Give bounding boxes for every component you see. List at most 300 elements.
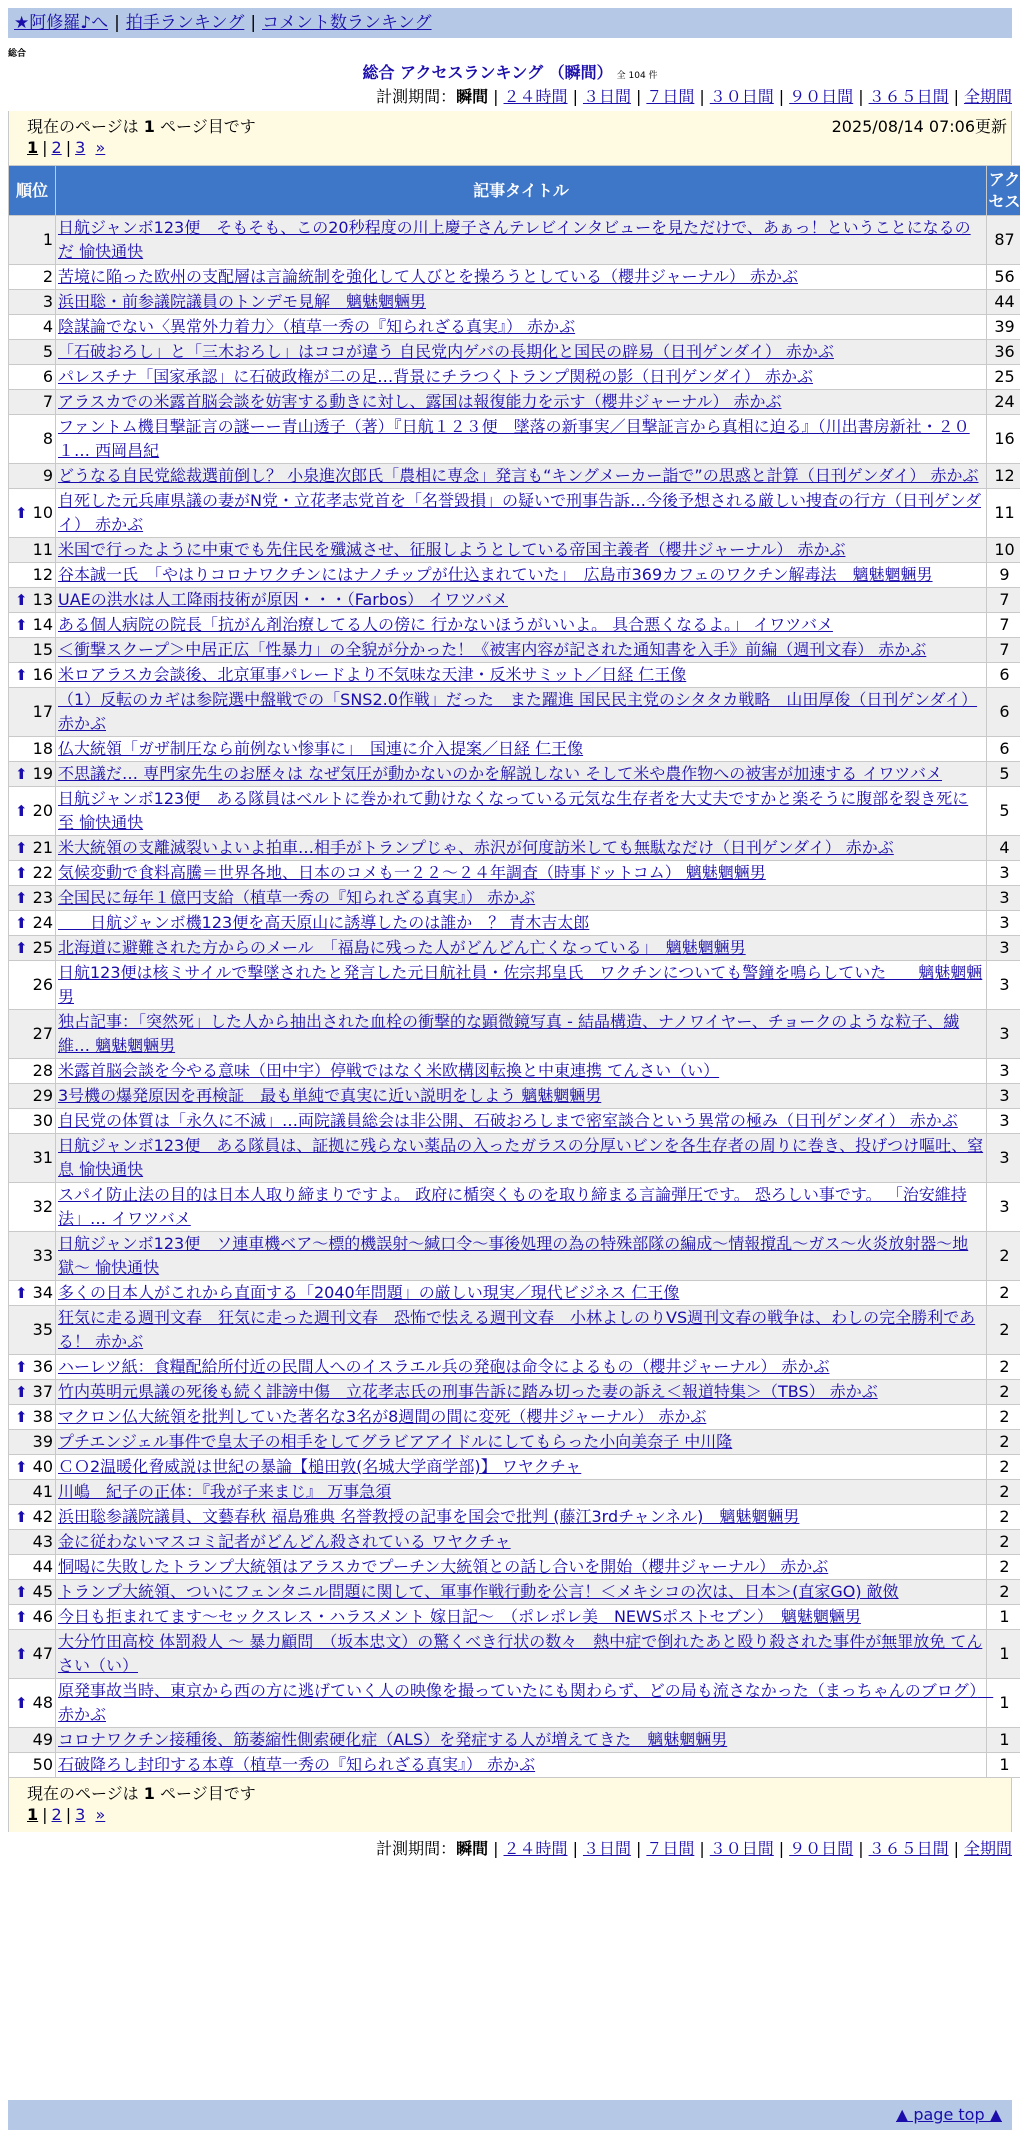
up-arrow-icon: ⬆ [15, 889, 28, 907]
access-count: 39 [987, 315, 1020, 340]
article-link[interactable]: スパイ防止法の目的は日本人取り締まりですよ。 政府に楯突くものを取り締まる言論弾圧です。 恐ろしい事です。 「治安維持法」… イワツバメ [58, 1185, 967, 1228]
rank-number: 29 [32, 1086, 53, 1105]
up-arrow-icon: ⬆ [15, 839, 28, 857]
access-count: 44 [987, 290, 1020, 315]
rank-cell [9, 1679, 56, 1728]
access-count: 2 [987, 1355, 1020, 1380]
rank-cell [9, 464, 56, 489]
up-arrow-icon: ⬆ [15, 1508, 28, 1526]
article-link[interactable]: ＜衝撃スクープ＞中居正広「性暴力」の全貌が分かった！《被害内容が記された通知書を入手》前編（週刊文春） 赤かぶ [58, 640, 927, 659]
table-row [9, 216, 1020, 265]
updated-time: 2025/08/14 07:06更新 [831, 117, 1007, 136]
period-link-7d[interactable]: ７日間 [646, 1839, 695, 1858]
up-arrow-icon: ⬆ [15, 1383, 28, 1401]
access-count: 2 [987, 1505, 1020, 1530]
table-row [9, 489, 1020, 538]
rank-number: 18 [32, 739, 53, 758]
period-label: 計測期間： [376, 87, 457, 106]
rank-cell [9, 1753, 56, 1778]
rank-cell [9, 1505, 56, 1530]
table-row [9, 737, 1020, 762]
rank-number: 24 [32, 913, 53, 932]
article-link[interactable]: ファントム機目撃証言の謎ーー青山透子（著）『日航１２３便 墜落の新事実／目撃証言から真相に迫る』（川出書房新社・２０１… 西岡昌紀 [58, 417, 970, 460]
rank-number: 20 [32, 801, 53, 820]
rank-cell [9, 762, 56, 787]
rank-number: 7 [42, 392, 53, 411]
article-link[interactable]: 不思議だ… 専門家先生のお歴々は なぜ気圧が動かないのかを解説しない そして米や農作物への被害が加速する イワツバメ [58, 764, 943, 783]
rank-cell [9, 1281, 56, 1306]
access-count: 56 [987, 265, 1020, 290]
title-cell [56, 489, 987, 538]
rank-number: 19 [32, 764, 53, 783]
period-link-30d[interactable]: ３０日間 [709, 1839, 774, 1858]
title-cell [56, 265, 987, 290]
article-link[interactable]: 今日も拒まれてます～セックスレス・ハラスメント 嫁日記～ （ポレポレ美 NEWSポストセブン） 魑魅魍魎男 [58, 1607, 861, 1626]
article-link[interactable]: アラスカでの米露首脳会談を妨害する動きに対し、露国は報復能力を示す（櫻井ジャーナル） 赤かぶ [58, 392, 782, 411]
rank-number: 22 [32, 863, 53, 882]
rank-cell [9, 836, 56, 861]
up-arrow-icon: ⬆ [15, 802, 28, 820]
rank-number: 47 [32, 1644, 53, 1663]
title-cell [56, 538, 987, 563]
table-row [9, 1134, 1020, 1183]
rank-number: 48 [32, 1693, 53, 1712]
rank-cell [9, 961, 56, 1010]
rank-cell [9, 415, 56, 464]
title-cell [56, 936, 987, 961]
rank-number: 5 [42, 342, 53, 361]
rank-number: 46 [32, 1607, 53, 1626]
access-count: 2 [987, 1232, 1020, 1281]
rank-cell [9, 489, 56, 538]
title-cell [56, 1753, 987, 1778]
access-count: 1 [987, 1728, 1020, 1753]
title-cell [56, 340, 987, 365]
title-cell [56, 415, 987, 464]
article-link[interactable]: コロナワクチン接種後、筋萎縮性側索硬化症（ALS）を発症する人が増えてきた 魑魅魍魎男 [58, 1730, 728, 1749]
article-link[interactable]: 陰謀論でない〈異常外力着力〉（植草一秀の『知られざる真実』） 赤かぶ [58, 317, 576, 336]
access-count: 2 [987, 1530, 1020, 1555]
rank-number: 33 [32, 1246, 53, 1265]
table-header [9, 166, 1020, 216]
article-link[interactable]: ＣＯ2温暖化脅威説は世紀の暴論【槌田敦(名城大学商学部)】 ワヤクチャ [58, 1457, 582, 1476]
page-current: 1 [27, 138, 39, 157]
article-link[interactable]: 狂気に走る週刊文春 狂気に走った週刊文春 恐怖で怯える週刊文春 小林よしのりVS週刊文春の戦争は、わしの完全勝利である！ 赤かぶ [58, 1308, 976, 1351]
period-link-all[interactable]: 全期間 [963, 87, 1012, 106]
title-cell [56, 563, 987, 588]
table-row [9, 1084, 1020, 1109]
table-row [9, 1605, 1020, 1630]
table-row [9, 836, 1020, 861]
title-cell [56, 688, 987, 737]
period-link-90d[interactable]: ９０日間 [789, 87, 854, 106]
rank-number: 28 [32, 1061, 53, 1080]
article-link[interactable]: 日航ジャンボ123便 ソ連車機ベア～標的機誤射～緘口令～事後処理の為の特殊部隊の編成～情報撹乱～ガス～火炎放射器～地獄～ 愉快通快 [58, 1234, 969, 1277]
up-arrow-icon: ⬆ [15, 616, 28, 634]
rank-cell [9, 1109, 56, 1134]
access-count: 4 [987, 836, 1020, 861]
ranking-table [8, 165, 1020, 1778]
title-cell [56, 1630, 987, 1679]
page-top-link[interactable]: ▲ page top ▲ [895, 2105, 1002, 2124]
rank-cell [9, 1430, 56, 1455]
period-link-3d[interactable]: ３日間 [582, 1839, 631, 1858]
title-cell [56, 216, 987, 265]
top-nav [8, 8, 1012, 38]
title-cell [56, 1059, 987, 1084]
table-row [9, 538, 1020, 563]
rank-cell [9, 613, 56, 638]
period-link-all[interactable]: 全期間 [963, 1839, 1012, 1858]
title-cell [56, 1306, 987, 1355]
rank-cell [9, 1555, 56, 1580]
article-link[interactable]: プチエンジェル事件で皇太子の相手をしてグラビアアイドルにしてもらった小向美奈子 中川隆 [58, 1432, 733, 1451]
article-link[interactable]: 気候変動で食料高騰＝世界各地、日本のコメも一２２～２４年調査（時事ドットコム） 魑魅魍魎男 [58, 863, 766, 882]
breadcrumb: 総合 [8, 49, 27, 59]
rank-cell [9, 265, 56, 290]
table-row [9, 1232, 1020, 1281]
page-link-3[interactable]: 3 [75, 138, 86, 157]
article-link[interactable]: 日航ジャンボ123便 ある隊員は、証拠に残らない薬品の入ったガラスの分厚いビンを各生存者の周りに巻き、投げつけ嘔吐、窒息 愉快通快 [58, 1136, 984, 1179]
nav-link-asyura[interactable]: ★阿修羅♪へ [14, 13, 109, 33]
table-row [9, 1109, 1020, 1134]
rank-cell [9, 290, 56, 315]
table-row [9, 1380, 1020, 1405]
title-cell [56, 1505, 987, 1530]
title-cell [56, 1728, 987, 1753]
table-row [9, 1059, 1020, 1084]
article-link[interactable]: 恫喝に失敗したトランプ大統領はアラスカでプーチン大統領との話し合いを開始（櫻井ジャーナル） 赤かぶ [58, 1557, 829, 1576]
up-arrow-icon: ⬆ [15, 1408, 28, 1426]
access-count: 6 [987, 737, 1020, 762]
title-cell [56, 787, 987, 836]
article-link[interactable]: 日航123便は核ミサイルで撃墜されたと発言した元日航社員・佐宗邦皇氏 ワクチンについても警鐘を鳴らしていた 魑魅魍魎男 [58, 963, 983, 1006]
rank-number: 26 [32, 975, 53, 994]
article-link[interactable]: 谷本誠一氏 「やはりコロナワクチンにはナノチップが仕込まれていた」 広島市369カフェのワクチン解毒法 魑魅魍魎男 [58, 565, 933, 584]
access-count: 3 [987, 1183, 1020, 1232]
access-count: 1 [987, 1753, 1020, 1778]
period-link-24h[interactable]: ２４時間 [503, 1839, 568, 1858]
article-link[interactable]: ハーレツ紙：食糧配給所付近の民間人へのイスラエル兵の発砲は命令によるもの（櫻井ジャーナル） 赤かぶ [58, 1357, 830, 1376]
article-link[interactable]: 竹内英明元県議の死後も続く誹謗中傷 立花孝志氏の刑事告訴に踏み切った妻の訴え＜報道特集＞（TBS） 赤かぶ [58, 1382, 878, 1401]
access-count: 6 [987, 663, 1020, 688]
nav-separator: | [114, 13, 120, 33]
page-link-3[interactable]: 3 [75, 1805, 86, 1824]
article-link[interactable]: 苦境に陥った欧州の支配層は言論統制を強化して人びとを操ろうとしている（櫻井ジャーナル） 赤かぶ [58, 267, 798, 286]
page-info-top [8, 111, 1012, 165]
table-row [9, 1455, 1020, 1480]
page-link-2[interactable]: 2 [51, 1805, 62, 1824]
period-current: 瞬間 [456, 1839, 489, 1858]
title-cell [56, 1405, 987, 1430]
title-cell [56, 1430, 987, 1455]
rank-number: 3 [42, 292, 53, 311]
title-cell [56, 315, 987, 340]
rank-cell [9, 936, 56, 961]
article-link[interactable]: 石破降ろし封印する本尊（植草一秀の『知られざる真実』） 赤かぶ [58, 1755, 536, 1774]
rank-cell [9, 563, 56, 588]
title-cell [56, 390, 987, 415]
table-row [9, 340, 1020, 365]
page-title [0, 62, 1020, 87]
title-cell [56, 1109, 987, 1134]
access-count: 2 [987, 1405, 1020, 1430]
article-link[interactable]: （1）反転のカギは参院選中盤戦での「SNS2.0作戦」だった また躍進 国民民主党のシタタカ戦略 山田厚俊（日刊ゲンダイ） 赤かぶ [58, 690, 978, 733]
article-link[interactable]: 3号機の爆発原因を再検証 最も単純で真実に近い説明をしよう 魑魅魍魎男 [58, 1086, 602, 1105]
access-count: 3 [987, 911, 1020, 936]
rank-cell [9, 1405, 56, 1430]
access-count: 3 [987, 1134, 1020, 1183]
period-link-365d[interactable]: ３６５日間 [868, 87, 949, 106]
access-count: 11 [987, 489, 1020, 538]
rank-number: 8 [42, 429, 53, 448]
article-link[interactable]: 独占記事：「突然死」した人から抽出された血栓の衝撃的な顕微鏡写真 - 結晶構造、ナノワイヤー、チョークのような粒子、繊維… 魑魅魍魎男 [58, 1012, 960, 1055]
table-row [9, 1355, 1020, 1380]
rank-cell [9, 861, 56, 886]
article-link[interactable]: 米露首脳会談を今やる意味（田中宇）停戦ではなく米欧構図転換と中東連携 てんさい（い） [58, 1061, 720, 1080]
table-row [9, 861, 1020, 886]
table-row [9, 613, 1020, 638]
period-link-7d[interactable]: ７日間 [646, 87, 695, 106]
article-link[interactable]: 仏大統領「ガザ制圧なら前例ない惨事に」 国連に介入提案／日経 仁王像 [58, 739, 584, 758]
table-row [9, 1630, 1020, 1679]
rank-cell [9, 216, 56, 265]
page-link-2[interactable]: 2 [51, 138, 62, 157]
title-cell [56, 1480, 987, 1505]
title-cell [56, 1605, 987, 1630]
rank-cell [9, 1183, 56, 1232]
title-cell [56, 1530, 987, 1555]
article-link[interactable]: 自死した元兵庫県議の妻がN党・立花孝志党首を「名誉毀損」の疑いで刑事告訴…今後予想される厳しい捜査の行方（日刊ゲンダイ） 赤かぶ [58, 491, 982, 534]
access-count: 9 [987, 563, 1020, 588]
current-page-status: 現在のページは 1 ページ目です [27, 117, 256, 136]
rank-number: 50 [32, 1755, 53, 1774]
article-link[interactable]: 米国で行ったように中東でも先住民を殲滅させ、征服しようとしている帝国主義者（櫻井ジャーナル） 赤かぶ [58, 540, 846, 559]
access-count: 6 [987, 688, 1020, 737]
access-count: 2 [987, 1430, 1020, 1455]
period-current: 瞬間 [456, 87, 489, 106]
page-info-bottom [8, 1778, 1012, 1832]
rank-cell [9, 1010, 56, 1059]
table-row [9, 1430, 1020, 1455]
page-next[interactable]: » [95, 1805, 106, 1824]
col-access: アクセス [987, 166, 1020, 216]
article-link[interactable]: 浜田聡・前参議院議員のトンデモ見解 魑魅魍魎男 [58, 292, 427, 311]
up-arrow-icon: ⬆ [15, 1458, 28, 1476]
table-row [9, 1679, 1020, 1728]
access-count: 3 [987, 861, 1020, 886]
page-title-text: 総合 アクセスランキング （瞬間） [362, 63, 613, 82]
access-count: 7 [987, 638, 1020, 663]
table-row [9, 1728, 1020, 1753]
rank-cell [9, 1380, 56, 1405]
current-page-status-bottom: 現在のページは 1 ページ目です [27, 1784, 256, 1803]
pagination-bottom: 1 | 2 | 3 » [27, 1805, 106, 1824]
up-arrow-icon: ⬆ [15, 914, 28, 932]
up-arrow-icon: ⬆ [15, 1583, 28, 1601]
rank-number: 37 [32, 1382, 53, 1401]
article-link[interactable]: パレスチナ「国家承認」に石破政権が二の足…背景にチラつくトランプ関税の影（日刊ゲンダイ） 赤かぶ [58, 367, 814, 386]
article-link[interactable]: どうなる自民党総裁選前倒し？ 小泉進次郎氏「農相に専念」発言も“キングメーカー詣で”の思惑と計算（日刊ゲンダイ） 赤かぶ [58, 466, 979, 485]
up-arrow-icon: ⬆ [15, 1358, 28, 1376]
table-row [9, 563, 1020, 588]
rank-number: 43 [32, 1532, 53, 1551]
rank-number: 23 [32, 888, 53, 907]
up-arrow-icon: ⬆ [15, 1608, 28, 1626]
title-cell [56, 365, 987, 390]
article-link[interactable]: 多くの日本人がこれから直面する「2040年問題」の厳しい現実／現代ビジネス 仁王像 [58, 1283, 680, 1302]
title-cell [56, 638, 987, 663]
access-count: 87 [987, 216, 1020, 265]
access-count: 24 [987, 390, 1020, 415]
article-link[interactable]: 浜田聡参議院議員、文藝春秋 福島雅典 名誉教授の記事を国会で批判 (藤江3rdチャンネル) 魑魅魍魎男 [58, 1507, 800, 1526]
period-link-24h[interactable]: ２４時間 [503, 87, 568, 106]
access-count: 10 [987, 538, 1020, 563]
access-count: 2 [987, 1306, 1020, 1355]
rank-cell [9, 1306, 56, 1355]
up-arrow-icon: ⬆ [15, 1645, 28, 1663]
rank-cell [9, 588, 56, 613]
access-count: 12 [987, 464, 1020, 489]
title-cell [56, 1555, 987, 1580]
rank-number: 1 [42, 230, 53, 249]
rank-cell [9, 688, 56, 737]
title-cell [56, 1232, 987, 1281]
article-link[interactable]: 川嶋 紀子の正体：『我が子来まじ』 万事急須 [58, 1482, 392, 1501]
table-row [9, 1505, 1020, 1530]
title-cell [56, 886, 987, 911]
article-link[interactable]: ある個人病院の院長「抗がん剤治療してる人の傍に 行かないほうがいいよ。 具合悪くなるよ。」 イワツバメ [58, 615, 833, 634]
up-arrow-icon: ⬆ [15, 939, 28, 957]
article-link[interactable]: 米ロアラスカ会談後、北京軍事パレードより不気味な天津・反米サミット／日経 仁王像 [58, 665, 687, 684]
rank-cell [9, 638, 56, 663]
access-count: 3 [987, 886, 1020, 911]
rank-cell [9, 1530, 56, 1555]
footer-bar [8, 2100, 1012, 2130]
rank-cell [9, 663, 56, 688]
article-link[interactable]: 自民党の体質は「永久に不滅」…両院議員総会は非公開、石破おろしまで密室談合という異常の極み（日刊ゲンダイ） 赤かぶ [58, 1111, 958, 1130]
rank-number: 36 [32, 1357, 53, 1376]
article-link[interactable]: 北海道に避難された方からのメール 「福島に残った人がどんどん亡くなっている」 魑魅魍魎男 [58, 938, 746, 957]
up-arrow-icon: ⬆ [15, 666, 28, 684]
article-link[interactable]: 米大統領の支離滅裂いよいよ拍車…相手がトランプじゃ、赤沢が何度訪米しても無駄なだけ（日刊ゲンダイ） 赤かぶ [58, 838, 894, 857]
table-row [9, 1753, 1020, 1778]
page-current: 1 [27, 1805, 39, 1824]
period-selector-bottom: 計測期間：瞬間 | ２４時間 | ３日間 | ７日間 | ３０日間 | ９０日間 | ３６５日間 | 全期間 [376, 1839, 1012, 1858]
access-count: 36 [987, 340, 1020, 365]
article-link[interactable]: マクロン仏大統領を批判していた著名な3名が8週間の間に変死（櫻井ジャーナル） 赤かぶ [58, 1407, 707, 1426]
rank-number: 41 [32, 1482, 53, 1501]
rank-cell [9, 1605, 56, 1630]
nav-link-comment-ranking[interactable]: コメント数ランキング [262, 13, 432, 33]
title-cell [56, 1580, 987, 1605]
table-row [9, 936, 1020, 961]
rank-number: 35 [32, 1320, 53, 1339]
title-cell [56, 588, 987, 613]
col-title: 記事タイトル [56, 166, 987, 216]
rank-number: 12 [32, 565, 53, 584]
rank-cell [9, 1480, 56, 1505]
period-link-365d[interactable]: ３６５日間 [868, 1839, 949, 1858]
article-link[interactable]: 日航ジャンボ機123便を高天原山に誘導したのは誰か ？ 青木吉太郎 [58, 913, 590, 932]
up-arrow-icon: ⬆ [15, 591, 28, 609]
rank-cell [9, 365, 56, 390]
title-cell [56, 762, 987, 787]
period-selector-top: 計測期間：瞬間 | ２４時間 | ３日間 | ７日間 | ３０日間 | ９０日間 | ３６５日間 | 全期間 [376, 87, 1012, 106]
rank-number: 32 [32, 1197, 53, 1216]
up-arrow-icon: ⬆ [15, 765, 28, 783]
title-cell [56, 737, 987, 762]
article-link[interactable]: UAEの洪水は人工降雨技術が原因・・・（Farbos） イワツバメ [58, 590, 508, 609]
article-link[interactable]: 全国民に毎年１億円支給（植草一秀の『知られざる真実』） 赤かぶ [58, 888, 536, 907]
title-cell [56, 290, 987, 315]
article-link[interactable]: 日航ジャンボ123便 そもそも、この20秒程度の川上慶子さんテレビインタビューを見ただけで、あぁっ！ということになるのだ 愉快通快 [58, 218, 971, 261]
article-link[interactable]: 金に従わないマスコミ記者がどんどん殺されている ワヤクチャ [58, 1532, 511, 1551]
title-cell [56, 1455, 987, 1480]
article-link[interactable]: トランプ大統領、ついにフェンタニル問題に関して、軍事作戦行動を公言！＜メキシコの次は、日本＞(直家GO) 敵傚 [58, 1582, 899, 1601]
article-link[interactable]: 大分竹田高校 体罰殺人 〜 暴力顧問 （坂本忠文）の驚くべき行状の数々 熱中症で倒れたあと殴り殺された事件が無罪放免 てんさい（い） [58, 1632, 983, 1675]
title-cell [56, 1679, 994, 1728]
title-cell [56, 663, 987, 688]
rank-cell [9, 1728, 56, 1753]
rank-cell [9, 1059, 56, 1084]
article-link[interactable]: 日航ジャンボ123便 ある隊員はベルトに巻かれて動けなくなっている元気な生存者を大丈夫ですかと楽そうに腹部を裂き死に至 愉快通快 [58, 789, 969, 832]
access-count: 2 [987, 1580, 1020, 1605]
rank-number: 40 [32, 1457, 53, 1476]
rank-number: 11 [32, 540, 53, 559]
article-link[interactable]: 原発事故当時、東京から西の方に逃げていく人の映像を撮っていたにも関わらず、どの局も流さなかった（まっちゃんのブログ） 赤かぶ [58, 1681, 994, 1724]
access-count: 3 [987, 1109, 1020, 1134]
table-row [9, 638, 1020, 663]
access-count: 3 [987, 1059, 1020, 1084]
up-arrow-icon: ⬆ [15, 864, 28, 882]
access-count: 3 [987, 961, 1020, 1010]
table-row [9, 1183, 1020, 1232]
table-row [9, 688, 1020, 737]
title-cell [56, 1010, 987, 1059]
table-row [9, 365, 1020, 390]
rank-number: 10 [32, 503, 53, 522]
table-row [9, 1281, 1020, 1306]
title-cell [56, 1134, 987, 1183]
table-row [9, 415, 1020, 464]
rank-cell [9, 1355, 56, 1380]
table-row [9, 1555, 1020, 1580]
table-row [9, 961, 1020, 1010]
table-row [9, 464, 1020, 489]
nav-link-applause-ranking[interactable]: 拍手ランキング [125, 13, 245, 33]
article-link[interactable]: 「石破おろし」と「三木おろし」はココが違う 自民党内ゲバの長期化と国民の辟易（日刊ゲンダイ） 赤かぶ [58, 342, 834, 361]
page-next[interactable]: » [95, 138, 106, 157]
period-link-30d[interactable]: ３０日間 [709, 87, 774, 106]
period-link-3d[interactable]: ３日間 [582, 87, 631, 106]
rank-cell [9, 340, 56, 365]
period-link-90d[interactable]: ９０日間 [789, 1839, 854, 1858]
table-row [9, 1306, 1020, 1355]
rank-number: 14 [32, 615, 53, 634]
access-count: 7 [987, 588, 1020, 613]
rank-cell [9, 1084, 56, 1109]
rank-number: 45 [32, 1582, 53, 1601]
title-cell [56, 1355, 987, 1380]
table-row [9, 663, 1020, 688]
table-row [9, 1010, 1020, 1059]
table-row [9, 1480, 1020, 1505]
total-count: 全 104 件 [616, 71, 658, 81]
rank-number: 21 [32, 838, 53, 857]
rank-cell [9, 787, 56, 836]
access-count: 25 [987, 365, 1020, 390]
